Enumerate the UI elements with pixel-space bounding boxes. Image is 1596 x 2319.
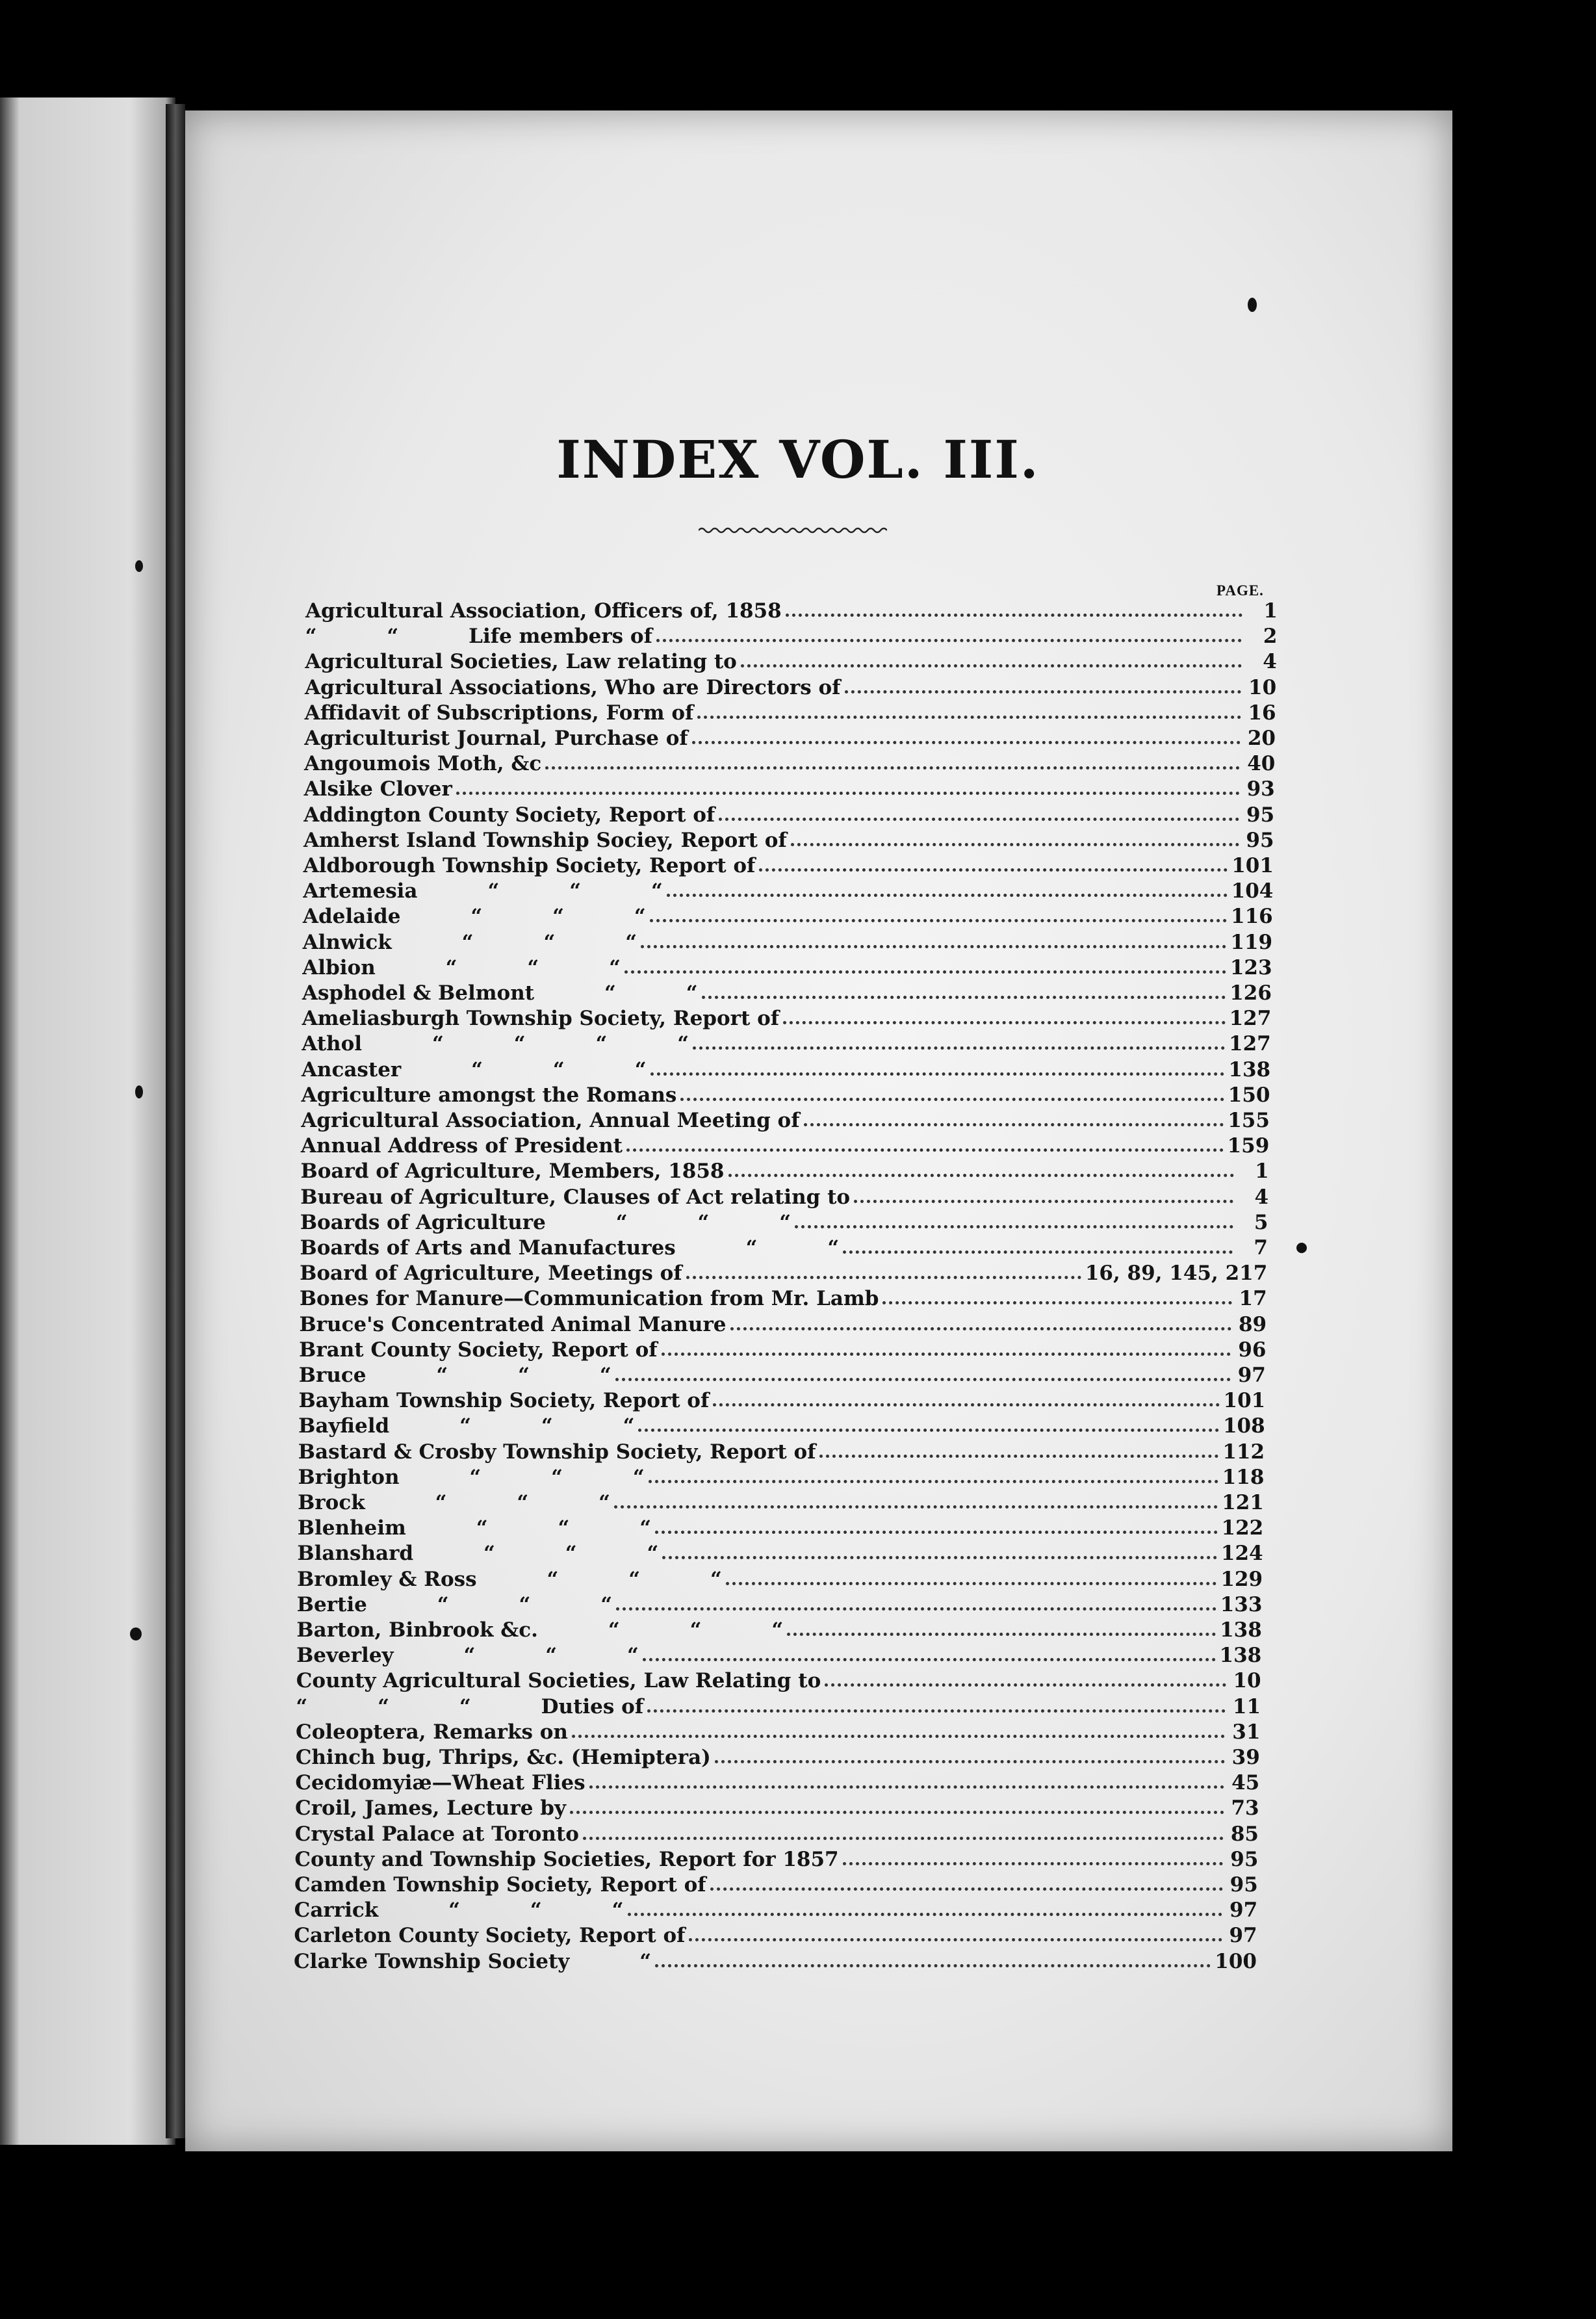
index-entry — [294, 1872, 1258, 1898]
dot-leader — [641, 945, 1226, 948]
index-entry — [300, 1260, 1267, 1286]
index-entry — [299, 1362, 1266, 1388]
index-entry-label: Brant County Society, Report of — [299, 1338, 658, 1362]
dot-leader — [589, 1785, 1225, 1789]
index-entry-label: “ “ Life members of — [305, 625, 652, 649]
index-entry-label: Carleton County Society, Report of — [294, 1924, 686, 1948]
index-entry-label: Blenheim “ “ “ — [297, 1516, 652, 1540]
index-entry-page: 108 — [1222, 1414, 1265, 1438]
dot-leader — [680, 1098, 1224, 1101]
index-entry-page: 121 — [1222, 1491, 1264, 1514]
index-entry-page: 95 — [1229, 1873, 1258, 1897]
index-entry — [300, 1235, 1268, 1261]
index-entry-page: 138 — [1228, 1057, 1271, 1082]
index-entry-label: Bayham Township Society, Report of — [298, 1389, 710, 1413]
film-speck — [1296, 1243, 1307, 1253]
index-entry-label: Agricultural Associations, Who are Directors of — [304, 675, 841, 699]
dot-leader — [854, 1200, 1233, 1203]
index-entry-page: 40 — [1247, 752, 1276, 776]
index-entry-label: Amherst Island Township Sociey, Report of — [303, 828, 787, 852]
index-entry — [304, 725, 1276, 751]
index-entry — [297, 1540, 1263, 1566]
index-entry-label: Ameliasburgh Township Society, Report of — [302, 1007, 780, 1031]
dot-leader — [545, 766, 1240, 770]
index-entry-label: Aldborough Township Society, Report of — [303, 854, 756, 877]
index-entry — [304, 776, 1275, 802]
dot-leader — [456, 792, 1240, 795]
index-entry — [302, 955, 1272, 981]
film-speck — [130, 1627, 142, 1640]
index-entry-label: Boards of Arts and Manufactures “ “ — [300, 1236, 840, 1260]
index-entry-page: 16 — [1248, 701, 1276, 725]
index-entry-page: 97 — [1229, 1898, 1258, 1923]
index-entry-page: 2 — [1263, 625, 1278, 649]
index-entry-label: Addington County Society, Report of — [303, 803, 715, 827]
page-title: INDEX VOL. III. — [556, 429, 1040, 490]
index-entry-label: Brock “ “ “ — [298, 1491, 610, 1514]
index-entry-page: 100 — [1215, 1949, 1257, 1973]
index-entry-label: Clarke Township Society “ — [294, 1949, 652, 1973]
index-entry-page: 85 — [1230, 1822, 1259, 1846]
index-entry-label: Angoumois Moth, &c — [303, 752, 542, 776]
index-entry-label: Board of Agriculture, Members, 1858 — [300, 1160, 725, 1184]
index-entry-label: Bones for Manure—Communication from Mr. Lamb — [299, 1287, 879, 1311]
index-entry — [296, 1642, 1261, 1668]
index-entry — [305, 623, 1278, 649]
index-entry-page: 101 — [1231, 854, 1274, 877]
index-entry — [303, 853, 1274, 879]
dot-leader — [667, 894, 1228, 897]
dot-leader — [726, 1582, 1217, 1585]
index-entry — [298, 1515, 1263, 1541]
index-entry — [300, 1184, 1268, 1210]
index-entry-label: Agricultural Societies, Law relating to — [305, 650, 737, 674]
index-entry-label: County Agricultural Societies, Law Relating to — [296, 1669, 821, 1693]
dot-leader — [693, 1046, 1225, 1050]
dot-leader — [650, 1072, 1225, 1076]
index-entry-page: 96 — [1238, 1338, 1267, 1362]
index-entry — [299, 1337, 1266, 1363]
index-entry-label: Affidavit of Subscriptions, Form of — [304, 701, 694, 725]
dot-leader — [843, 1250, 1233, 1254]
index-entry — [302, 1005, 1272, 1031]
index-entry — [295, 1770, 1259, 1796]
index-entry — [305, 675, 1276, 701]
index-entry-label: Albion “ “ “ — [302, 955, 621, 979]
index-entry — [300, 1286, 1267, 1312]
index-entry-page: 20 — [1247, 727, 1276, 750]
index-entry-label: Agricultural Association, Annual Meeting of — [301, 1109, 800, 1132]
index-entry-label: Alsike Clover — [303, 777, 452, 801]
film-speck — [135, 560, 143, 572]
index-entry-label: Ancaster “ “ “ — [301, 1057, 647, 1082]
index-entry-page: 89 — [1238, 1312, 1267, 1336]
index-entry — [298, 1388, 1265, 1414]
dot-leader — [787, 1633, 1216, 1636]
index-entry-page: 1 — [1255, 1160, 1269, 1184]
index-entry-page: 16, 89, 145, 217 — [1085, 1262, 1268, 1286]
index-entry — [302, 1031, 1271, 1057]
dot-leader — [615, 1378, 1231, 1381]
index-entry-page: 11 — [1232, 1694, 1261, 1718]
dot-leader — [628, 1913, 1223, 1916]
index-entry-label: Croil, James, Lecture by — [295, 1796, 566, 1820]
dot-leader — [697, 716, 1241, 719]
index-entry — [297, 1592, 1263, 1618]
index-entry-label: Board of Agriculture, Meetings of — [300, 1262, 682, 1286]
index-entry — [295, 1795, 1259, 1821]
dot-leader — [686, 1276, 1081, 1279]
index-entry — [303, 903, 1273, 929]
index-entry — [294, 1897, 1258, 1923]
index-entry-label: Bruce's Concentrated Animal Manure — [299, 1312, 727, 1336]
index-entry — [301, 1108, 1270, 1134]
index-entry — [295, 1821, 1259, 1847]
dot-leader — [710, 1887, 1223, 1891]
dot-leader — [804, 1123, 1224, 1126]
dot-leader — [783, 1021, 1225, 1024]
dot-leader — [713, 1403, 1219, 1406]
index-entry-label: Adelaide “ “ “ — [302, 905, 646, 929]
index-entry — [303, 929, 1273, 955]
index-entry-label: Asphodel & Belmont “ “ — [302, 981, 698, 1005]
dot-leader — [647, 1709, 1226, 1713]
index-entry-page: 7 — [1254, 1236, 1268, 1260]
index-entry — [296, 1668, 1261, 1694]
dot-leader — [616, 1607, 1216, 1611]
dot-leader — [649, 1480, 1218, 1483]
index-entry — [301, 1158, 1269, 1184]
dot-leader — [638, 1429, 1219, 1432]
index-entry-page: 17 — [1239, 1287, 1267, 1311]
index-entry — [297, 1566, 1263, 1592]
dot-leader — [882, 1301, 1231, 1304]
index-entry-label: Alnwick “ “ “ — [302, 930, 637, 954]
index-entry-page: 5 — [1254, 1210, 1268, 1234]
dot-leader — [655, 1531, 1217, 1534]
index-entry-page: 95 — [1246, 828, 1274, 852]
index-entry-label: Chinch bug, Thrips, &c. (Hemiptera) — [295, 1746, 711, 1769]
index-entry-page: 73 — [1231, 1796, 1259, 1820]
index-entry-label: “ “ “ Duties of — [296, 1694, 644, 1718]
index-entry-label: Crystal Palace at Toronto — [294, 1822, 579, 1846]
index-entry — [304, 751, 1275, 777]
dot-leader — [662, 1353, 1231, 1356]
index-entry-page: 4 — [1254, 1185, 1269, 1209]
index-entry-label: Artemesia “ “ “ — [303, 879, 663, 903]
index-entry — [296, 1744, 1260, 1770]
index-entry — [303, 827, 1274, 853]
dot-leader — [570, 1811, 1224, 1814]
index-entry-label: Agriculture amongst the Romans — [301, 1083, 677, 1107]
dot-leader — [583, 1837, 1224, 1840]
dot-leader — [759, 868, 1228, 872]
index-entry-page: 122 — [1221, 1516, 1264, 1540]
index-entry-page: 101 — [1223, 1389, 1266, 1413]
index-entry — [305, 649, 1276, 675]
index-entry-page: 1 — [1263, 599, 1278, 623]
index-entry-page: 112 — [1222, 1440, 1265, 1464]
dot-leader — [843, 1862, 1224, 1865]
index-entry-page: 138 — [1219, 1644, 1262, 1668]
index-entry-label: Coleoptera, Remarks on — [296, 1720, 568, 1744]
index-entry-label: Bureau of Agriculture, Clauses of Act relating to — [300, 1185, 851, 1209]
index-entry-label: Cecidomyiæ—Wheat Flies — [295, 1771, 586, 1795]
index-entry-label: Annual Address of President — [300, 1134, 623, 1158]
index-entry — [305, 598, 1278, 624]
index-entry — [294, 1923, 1257, 1949]
index-entry-label: Bertie “ “ “ — [296, 1592, 613, 1616]
dot-leader — [719, 818, 1239, 821]
dot-leader — [626, 1148, 1224, 1152]
dot-leader — [795, 1225, 1233, 1228]
index-entry-label: Bromley & Ross “ “ “ — [297, 1567, 722, 1591]
dot-leader — [656, 639, 1242, 642]
index-entry-label: Agriculturist Journal, Purchase of — [304, 727, 688, 750]
index-entry-page: 124 — [1220, 1542, 1263, 1566]
dot-leader — [730, 1327, 1232, 1330]
index-entry-page: 129 — [1220, 1567, 1263, 1591]
index-entry-page: 155 — [1228, 1109, 1270, 1132]
index-entry-page: 97 — [1229, 1924, 1257, 1948]
dot-leader — [791, 843, 1239, 846]
index-entry — [303, 802, 1274, 828]
index-entry — [298, 1413, 1265, 1439]
dot-leader — [702, 996, 1226, 999]
index-entry — [303, 878, 1273, 904]
index-entry-label: Agricultural Association, Officers of, 1858 — [305, 599, 782, 623]
index-entry-page: 138 — [1220, 1618, 1262, 1642]
index-entry-page: 31 — [1232, 1720, 1261, 1744]
index-entry-page: 104 — [1231, 879, 1274, 903]
index-entry-page: 45 — [1231, 1771, 1260, 1795]
index-entry-page: 97 — [1237, 1364, 1266, 1387]
index-entry — [305, 700, 1276, 726]
index-entry — [302, 980, 1272, 1006]
index-entry-label: Boards of Agriculture “ “ “ — [300, 1210, 792, 1234]
index-entry-page: 118 — [1222, 1465, 1265, 1489]
index-entry-page: 10 — [1233, 1669, 1261, 1693]
film-speck — [135, 1085, 143, 1098]
index-entry — [296, 1617, 1261, 1643]
index-entry-page: 39 — [1231, 1746, 1260, 1769]
index-entry-page: 93 — [1246, 777, 1275, 801]
index-entry-page: 126 — [1229, 981, 1272, 1005]
index-entry-page: 10 — [1248, 675, 1277, 699]
index-entry-label: Athol “ “ “ “ — [302, 1032, 689, 1056]
dot-leader — [643, 1658, 1216, 1661]
index-entry-page: 116 — [1231, 905, 1273, 929]
index-entry-label: Bastard & Crosby Township Society, Report of — [298, 1440, 816, 1464]
dot-leader — [819, 1455, 1218, 1458]
dot-leader — [614, 1505, 1218, 1509]
index-entry-page: 123 — [1229, 955, 1272, 979]
index-entry — [296, 1694, 1261, 1720]
page-column-header: PAGE. — [1216, 582, 1264, 599]
index-entry-page: 95 — [1230, 1847, 1259, 1871]
index-entry — [298, 1464, 1264, 1490]
dot-leader — [689, 1938, 1222, 1941]
index-entry — [302, 1082, 1270, 1108]
index-entry-page: 119 — [1230, 930, 1273, 954]
index-entry-page: 4 — [1263, 650, 1277, 674]
dot-leader — [845, 690, 1242, 693]
dot-leader — [655, 1964, 1211, 1967]
dot-leader — [624, 970, 1226, 974]
dot-leader — [572, 1735, 1225, 1738]
index-entry-label: Camden Township Society, Report of — [294, 1873, 706, 1897]
dot-leader — [650, 919, 1227, 922]
dot-leader — [728, 1174, 1234, 1177]
index-entry-page: 150 — [1228, 1083, 1270, 1107]
index-entry-label: Bayfield “ “ “ — [298, 1414, 635, 1438]
index-entry — [296, 1719, 1260, 1745]
film-speck — [1248, 298, 1257, 312]
index-entry-page: 159 — [1227, 1134, 1270, 1158]
index-entry — [299, 1312, 1267, 1338]
index-entry — [300, 1210, 1268, 1236]
index-entry — [294, 1949, 1257, 1975]
index-entry-label: Bruce “ “ “ — [298, 1364, 611, 1387]
index-entry — [301, 1133, 1269, 1159]
index-entry-page: 127 — [1229, 1032, 1271, 1056]
index-entry-label: Brighton “ “ “ — [298, 1465, 645, 1489]
index-entry-label: Barton, Binbrook &c. “ “ “ — [296, 1618, 784, 1642]
index-entry — [298, 1490, 1264, 1516]
index-entry — [302, 1057, 1270, 1083]
index-entry — [298, 1439, 1265, 1465]
index-entry-page: 95 — [1246, 803, 1275, 827]
index-entry-page: 127 — [1229, 1007, 1272, 1031]
index-entry — [294, 1846, 1258, 1872]
index-entry-label: Beverley “ “ “ — [296, 1644, 639, 1668]
index-entry-page: 133 — [1220, 1592, 1263, 1616]
dot-leader — [692, 741, 1241, 744]
dot-leader — [715, 1760, 1225, 1763]
index-entry-label: County and Township Societies, Report for 1857 — [294, 1847, 839, 1871]
dot-leader — [662, 1556, 1217, 1559]
dot-leader — [786, 614, 1242, 617]
index-entry-label: Blanshard “ “ “ — [297, 1542, 659, 1566]
dot-leader — [825, 1683, 1226, 1687]
dot-leader — [741, 664, 1242, 667]
index-entry-label: Carrick “ “ “ — [294, 1898, 624, 1923]
